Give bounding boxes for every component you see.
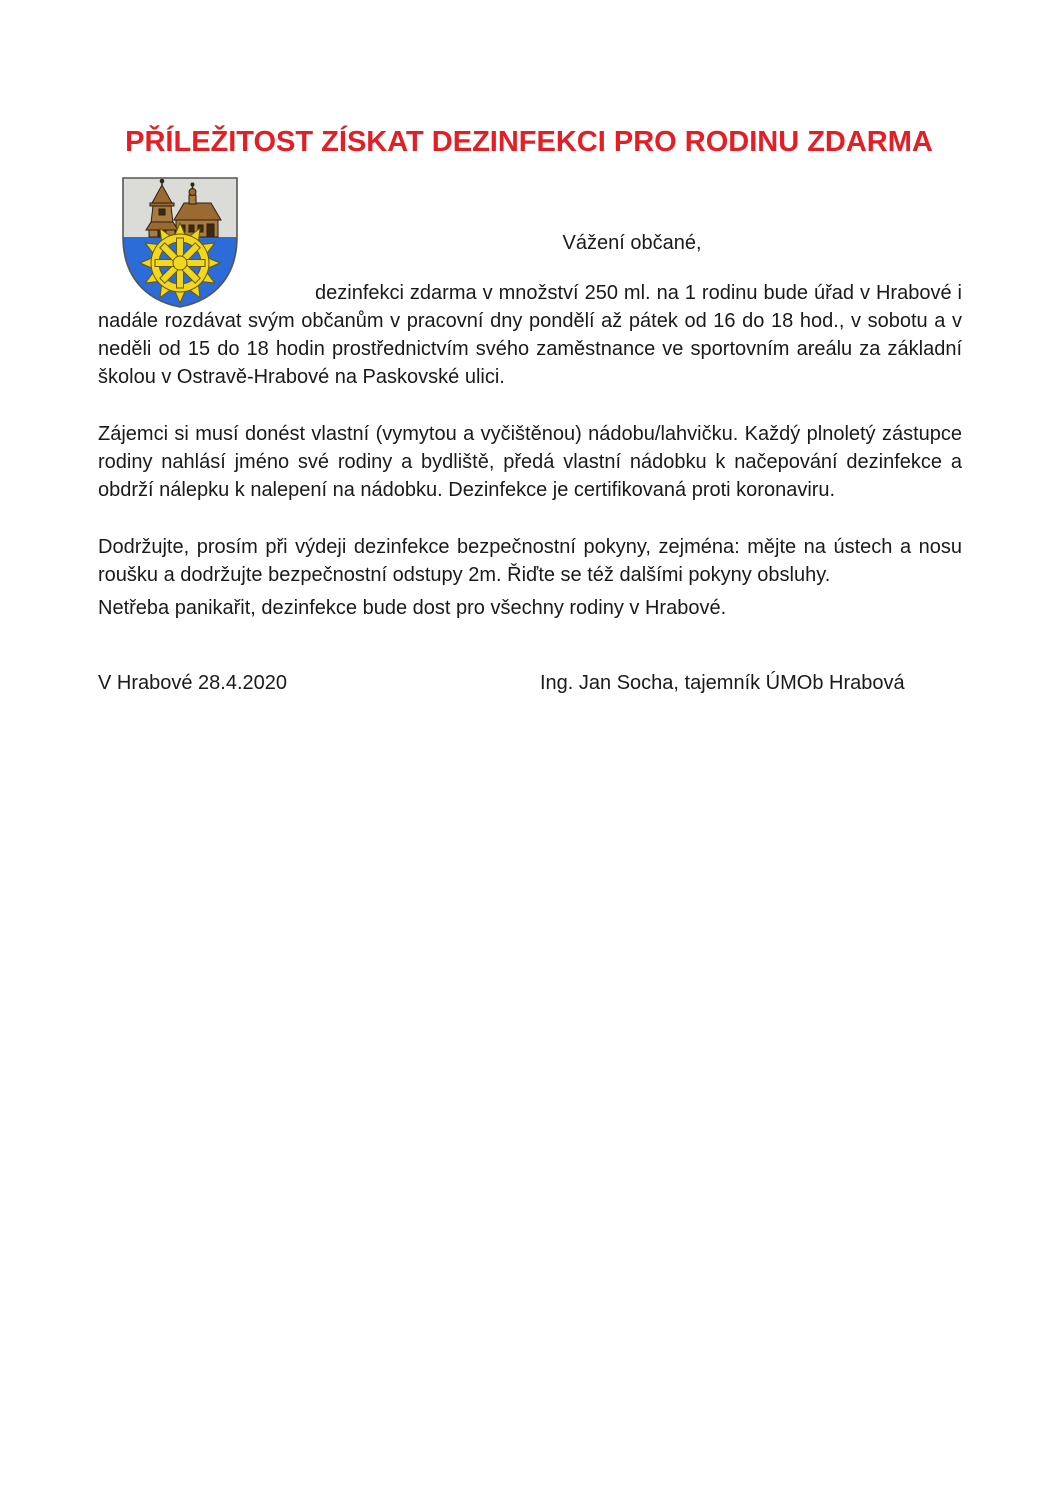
place-date: V Hrabové 28.4.2020 (98, 672, 288, 694)
paragraph-container-instructions: Zájemci si musí donést vlastní (vymytou a vyčištěnou) nádobu/lahvičku. Každý plnoletý zástupce rodiny nahlásí jméno své rodiny a bydliště, předá vlastní nádobku k načepování dezinfekce a obdrží nálepku k nalepení na nádobku. Dezinfekce je certifikovaná proti koronaviru. (98, 423, 962, 501)
salutation: Vážení občané, (562, 232, 702, 254)
paragraph-safety-rules: Dodržujte, prosím při výdeji dezinfekce bezpečnostní pokyny, zejména: mějte na ústech a nosu roušku a dodržujte bezpečnostní odstupy 2m. Řiďte se též dalšími pokyny obsluhy. (98, 536, 962, 586)
footer (98, 669, 962, 697)
paragraph-distribution-info: dezinfekci zdarma v množství 250 ml. na 1 rodinu bude úřad v Hrabové i nadále rozdávat svým občanům v pracovní dny pondělí až pátek od 16 do 18 hod., v sobotu a v neděli od 15 do 18 hodin prostřednictvím svého zaměstnance ve sportovním areálu za základní školou v Ostravě-Hrabové na Paskovské ulici. (98, 282, 962, 388)
paragraph-no-panic: Netřeba panikařit, dezinfekce bude dost pro všechny rodiny v Hrabové. (98, 597, 727, 619)
page-title: PŘÍLEŽITOST ZÍSKAT DEZINFEKCI PRO RODINU ZDARMA (125, 126, 933, 158)
signature: Ing. Jan Socha, tajemník ÚMOb Hrabová (540, 672, 905, 694)
